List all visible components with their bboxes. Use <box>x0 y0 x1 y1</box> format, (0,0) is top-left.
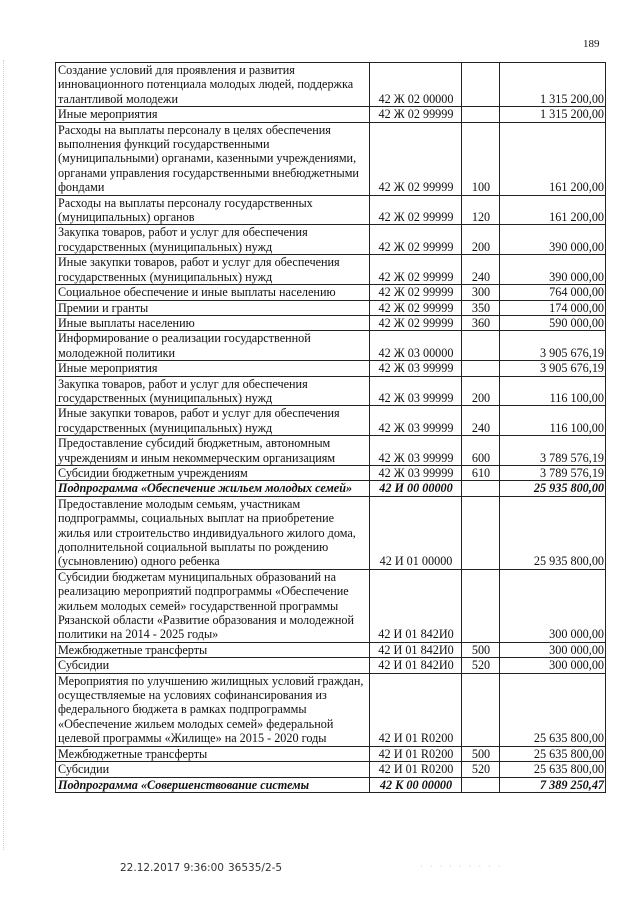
row-sum: 1 315 200,00 <box>500 107 606 122</box>
page-number: 189 <box>583 38 600 50</box>
row-code: 42 Ж 02 99999 <box>370 195 462 225</box>
row-sum: 25 635 800,00 <box>500 673 606 746</box>
row-name: Субсидии бюджетным учреждениям <box>56 465 370 480</box>
table-row <box>56 331 606 361</box>
table-row <box>56 496 606 569</box>
row-name: Иные мероприятия <box>56 107 370 122</box>
table-row <box>56 225 606 255</box>
row-sum: 25 935 800,00 <box>500 496 606 569</box>
row-vr <box>462 569 500 642</box>
table-row <box>56 122 606 195</box>
table-row <box>56 255 606 285</box>
row-sum: 7 389 250,47 <box>500 777 606 792</box>
row-name: Иные выплаты населению <box>56 315 370 330</box>
row-vr: 350 <box>462 300 500 315</box>
scan-edge <box>3 60 5 850</box>
row-sum: 390 000,00 <box>500 225 606 255</box>
row-code: 42 И 01 842И0 <box>370 569 462 642</box>
row-vr <box>462 673 500 746</box>
budget-table-body <box>56 63 606 793</box>
row-vr: 500 <box>462 642 500 657</box>
table-row <box>56 658 606 673</box>
row-sum: 116 100,00 <box>500 406 606 436</box>
table-row <box>56 300 606 315</box>
row-sum: 764 000,00 <box>500 285 606 300</box>
row-sum: 3 789 576,19 <box>500 465 606 480</box>
row-vr: 120 <box>462 195 500 225</box>
row-code: 42 И 01 R0200 <box>370 673 462 746</box>
row-vr: 240 <box>462 406 500 436</box>
row-vr: 610 <box>462 465 500 480</box>
row-sum: 300 000,00 <box>500 642 606 657</box>
row-sum: 116 100,00 <box>500 376 606 406</box>
table-row <box>56 673 606 746</box>
row-sum: 3 905 676,19 <box>500 361 606 376</box>
row-name: Подпрограмма «Совершенствование системы <box>56 777 370 792</box>
row-name: Расходы на выплаты персоналу государственных (муниципальных) органов <box>56 195 370 225</box>
row-sum: 25 635 800,00 <box>500 746 606 761</box>
table-row <box>56 406 606 436</box>
row-code: 42 Ж 02 99999 <box>370 107 462 122</box>
row-sum: 161 200,00 <box>500 122 606 195</box>
row-vr: 100 <box>462 122 500 195</box>
row-code: 42 Ж 02 00000 <box>370 63 462 107</box>
row-code: 42 Ж 02 99999 <box>370 315 462 330</box>
row-code: 42 Ж 03 99999 <box>370 436 462 466</box>
row-name: Расходы на выплаты персоналу в целях обеспечения выполнения функций государственными (муниципальными) органами, казенными учреждениями, органами управления государственными внебюджетными фондами <box>56 122 370 195</box>
row-name: Закупка товаров, работ и услуг для обеспечения государственных (муниципальных) нужд <box>56 225 370 255</box>
row-vr: 200 <box>462 376 500 406</box>
row-name: Субсидии <box>56 762 370 777</box>
row-code: 42 Ж 03 99999 <box>370 406 462 436</box>
row-code: 42 И 01 842И0 <box>370 642 462 657</box>
row-code: 42 Ж 02 99999 <box>370 225 462 255</box>
row-sum: 300 000,00 <box>500 658 606 673</box>
faded-stamp: · · · · · · · · · <box>420 862 503 872</box>
row-sum: 3 789 576,19 <box>500 436 606 466</box>
row-vr <box>462 331 500 361</box>
row-code: 42 И 01 842И0 <box>370 658 462 673</box>
row-code: 42 И 01 R0200 <box>370 746 462 761</box>
row-vr <box>462 107 500 122</box>
row-name: Закупка товаров, работ и услуг для обеспечения государственных (муниципальных) нужд <box>56 376 370 406</box>
row-code: 42 Ж 03 99999 <box>370 361 462 376</box>
footer-timestamp: 22.12.2017 9:36:00 <box>120 862 224 874</box>
row-code: 42 Ж 02 99999 <box>370 255 462 285</box>
row-sum: 161 200,00 <box>500 195 606 225</box>
row-vr: 360 <box>462 315 500 330</box>
table-row <box>56 361 606 376</box>
row-vr <box>462 777 500 792</box>
row-name: Социальное обеспечение и иные выплаты населению <box>56 285 370 300</box>
row-vr <box>462 361 500 376</box>
row-name: Иные закупки товаров, работ и услуг для обеспечения государственных (муниципальных) нужд <box>56 406 370 436</box>
row-sum: 25 635 800,00 <box>500 762 606 777</box>
row-vr <box>462 496 500 569</box>
row-vr <box>462 481 500 496</box>
row-vr: 200 <box>462 225 500 255</box>
row-vr: 240 <box>462 255 500 285</box>
row-code: 42 Ж 03 99999 <box>370 465 462 480</box>
row-name: Субсидии <box>56 658 370 673</box>
row-name: Мероприятия по улучшению жилищных условий граждан, осуществляемые на условиях софинансирования из федерального бюджета в рамках подпрограммы «Обеспечение жильем молодых семей» федеральной целевой программы «Жилище» на 2015 - 2020 годы <box>56 673 370 746</box>
row-name: Субсидии бюджетам муниципальных образований на реализацию мероприятий подпрограммы «Обеспечение жильем молодых семей» государственной программы Рязанской области «Развитие образования и молодежной политики на 2014 - 2025 годы» <box>56 569 370 642</box>
row-name: Создание условий для проявления и развития инновационного потенциала молодых людей, поддержка талантливой молодежи <box>56 63 370 107</box>
row-name: Межбюджетные трансферты <box>56 746 370 761</box>
table-row <box>56 642 606 657</box>
row-code: 42 И 01 00000 <box>370 496 462 569</box>
row-vr: 500 <box>462 746 500 761</box>
table-row <box>56 481 606 496</box>
row-vr: 520 <box>462 658 500 673</box>
row-vr <box>462 63 500 107</box>
row-code: 42 Ж 02 99999 <box>370 285 462 300</box>
row-name: Межбюджетные трансферты <box>56 642 370 657</box>
row-sum: 390 000,00 <box>500 255 606 285</box>
row-name: Предоставление молодым семьям, участникам подпрограммы, социальных выплат на приобретение жилья или строительство индивидуального жилого дома, дополнительной социальной выплаты по рождению (усыновлению) одного ребенка <box>56 496 370 569</box>
row-code: 42 И 01 R0200 <box>370 762 462 777</box>
table-row <box>56 436 606 466</box>
footer-doc-number: 36535/2-5 <box>228 862 283 874</box>
row-sum: 174 000,00 <box>500 300 606 315</box>
row-code: 42 К 00 00000 <box>370 777 462 792</box>
row-name: Предоставление субсидий бюджетным, автономным учреждениям и иным некоммерческим организациям <box>56 436 370 466</box>
row-code: 42 Ж 02 99999 <box>370 122 462 195</box>
table-row <box>56 746 606 761</box>
row-name: Премии и гранты <box>56 300 370 315</box>
table-row <box>56 376 606 406</box>
row-sum: 3 905 676,19 <box>500 331 606 361</box>
table-row <box>56 63 606 107</box>
row-sum: 25 935 800,00 <box>500 481 606 496</box>
row-code: 42 Ж 02 99999 <box>370 300 462 315</box>
row-name: Иные мероприятия <box>56 361 370 376</box>
row-name: Иные закупки товаров, работ и услуг для обеспечения государственных (муниципальных) нужд <box>56 255 370 285</box>
row-sum: 590 000,00 <box>500 315 606 330</box>
table-row <box>56 762 606 777</box>
row-vr: 520 <box>462 762 500 777</box>
row-vr: 600 <box>462 436 500 466</box>
table-row <box>56 315 606 330</box>
table-row <box>56 777 606 792</box>
row-code: 42 И 00 00000 <box>370 481 462 496</box>
row-name: Информирование о реализации государственной молодежной политики <box>56 331 370 361</box>
row-code: 42 Ж 03 00000 <box>370 331 462 361</box>
row-code: 42 Ж 03 99999 <box>370 376 462 406</box>
table-row <box>56 285 606 300</box>
row-sum: 1 315 200,00 <box>500 63 606 107</box>
table-row <box>56 569 606 642</box>
budget-table <box>55 62 606 793</box>
table-row <box>56 465 606 480</box>
table-row <box>56 107 606 122</box>
row-name: Подпрограмма «Обеспечение жильем молодых семей» <box>56 481 370 496</box>
row-vr: 300 <box>462 285 500 300</box>
table-row <box>56 195 606 225</box>
row-sum: 300 000,00 <box>500 569 606 642</box>
